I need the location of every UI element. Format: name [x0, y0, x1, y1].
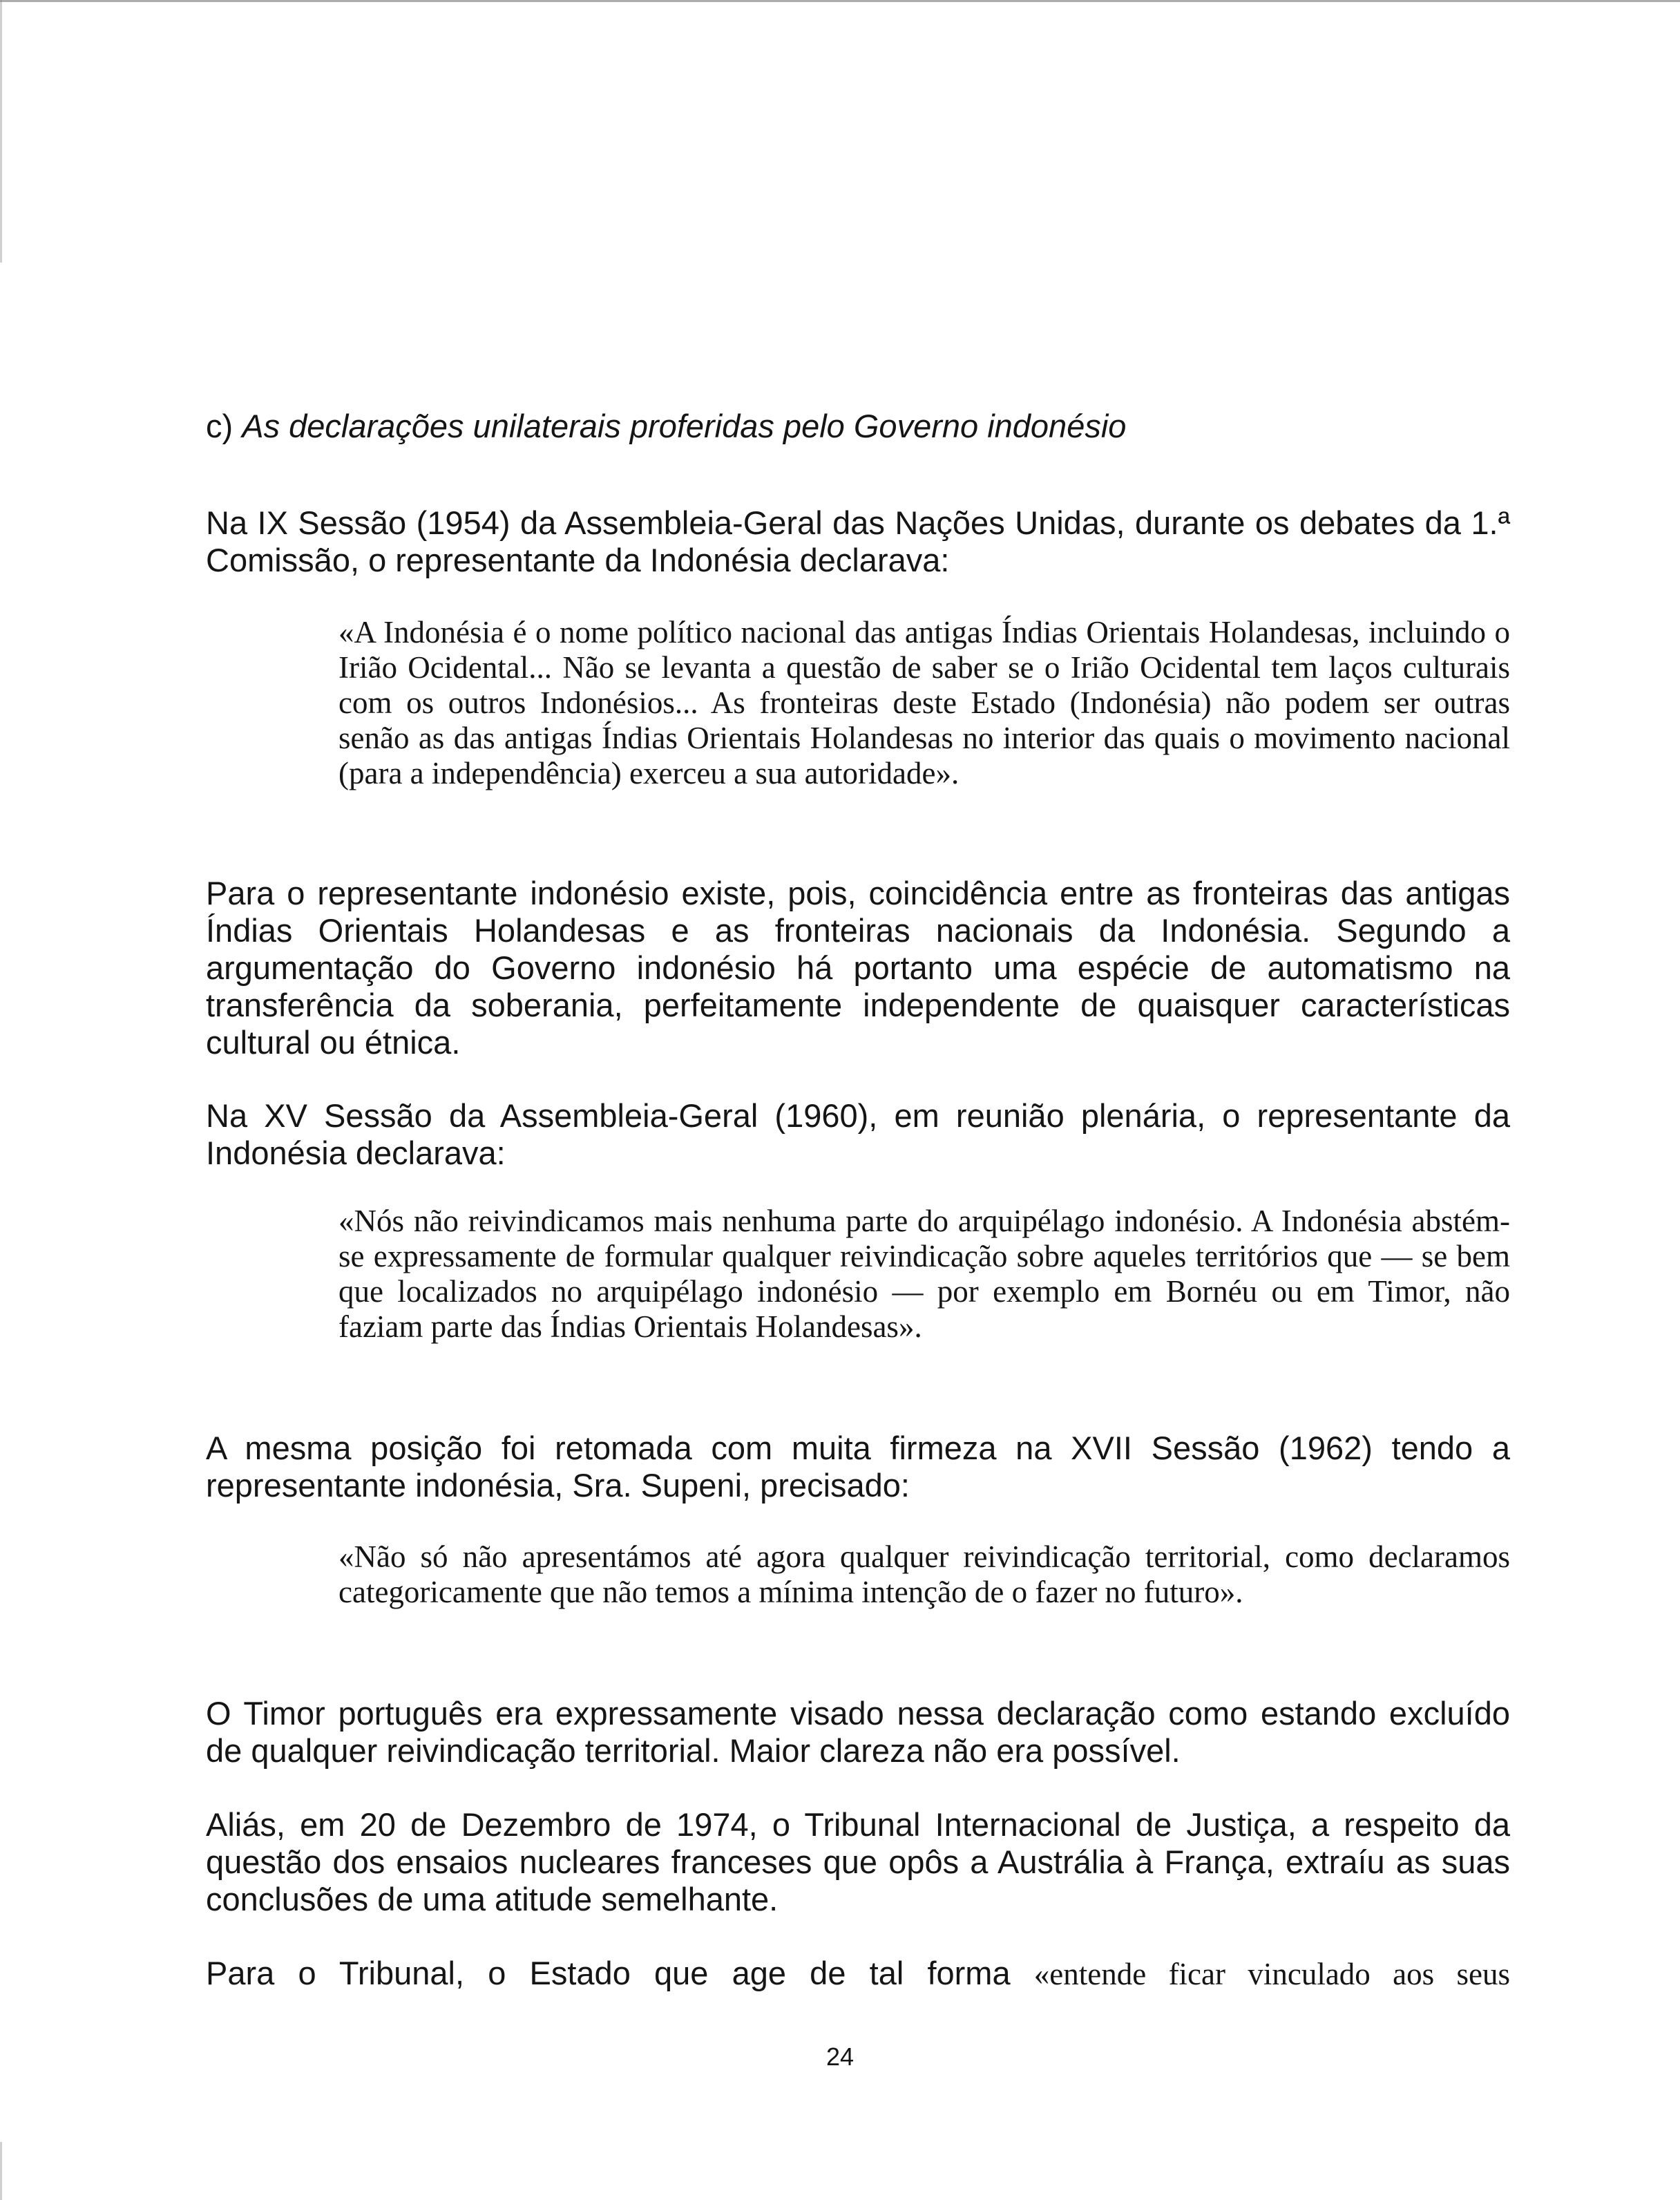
page-number: 24 — [825, 2042, 855, 2071]
paragraph-7-text: Para o Tribunal, o Estado que age de tal forma — [206, 1955, 1011, 1991]
quote-2: «Nós não reivindicamos mais nenhuma parte do arquipélago indonésio. A Indonésia abstém-se expressamente de formular qualquer reivindicação sobre aqueles territórios que — se bem que localizados no arquipélago indonésio — por exemplo em Bornéu ou em Timor, não faziam parte das Índias Orientais Holandesas». — [338, 1204, 1510, 1344]
paragraph-7 — [206, 1955, 1510, 1993]
paragraph-4: A mesma posição foi retomada com muita firmeza na XVII Sessão (1962) tendo a representante indonésia, Sra. Supeni, precisado: — [206, 1430, 1510, 1504]
quote-3: «Não só não apresentámos até agora qualquer reivindicação territorial, como declaramos categoricamente que não temos a mínima intenção de o fazer no futuro». — [338, 1539, 1510, 1609]
scan-edge-left — [0, 0, 2, 263]
paragraph-6: Aliás, em 20 de Dezembro de 1974, o Tribunal Internacional de Justiça, a respeito da questão dos ensaios nucleares franceses que opôs a Austrália à França, extraíu as suas conclusões de uma atitude semelhante. — [206, 1806, 1510, 1917]
paragraph-1: Na IX Sessão (1954) da Assembleia-Geral das Nações Unidas, durante os debates da 1.ª Comissão, o representante da Indonésia declarava: — [206, 504, 1510, 578]
paragraph-7-quote: «entende ficar vinculado aos seus — [1033, 1957, 1511, 1991]
section-title: As declarações unilaterais proferidas pelo Governo indonésio — [242, 408, 1127, 444]
scan-edge-left-bottom — [0, 2142, 2, 2200]
paragraph-2: Para o representante indonésio existe, pois, coincidência entre as fronteiras das antigas Índias Orientais Holandesas e as fronteiras nacionais da Indonésia. Segundo a argumentação do Governo indonésio há portanto uma espécie de automatismo na transferência da soberania, perfeitamente independente de quaisquer características cultural ou étnica. — [206, 875, 1510, 1061]
quote-1: «A Indonésia é o nome político nacional das antigas Índias Orientais Holandesas, incluindo o Irião Ocidental... Não se levanta a questão de saber se o Irião Ocidental tem laços culturais com os outros Indonésios... As fronteiras deste Estado (Indonésia) não podem ser outras senão as das antigas Índias Orientais Holandesas no interior das quais o movimento nacional (para a independência) exerceu a sua autoridade». — [338, 615, 1510, 790]
paragraph-5: O Timor português era expressamente visado nessa declaração como estando excluído de qualquer reivindicação territorial. Maior clareza não era possível. — [206, 1695, 1510, 1769]
scan-edge-top — [0, 0, 1680, 2]
section-label: c) — [206, 408, 233, 444]
paragraph-3: Na XV Sessão da Assembleia-Geral (1960), em reunião plenária, o representante da Indonésia declarava: — [206, 1097, 1510, 1171]
section-heading — [206, 408, 1510, 445]
